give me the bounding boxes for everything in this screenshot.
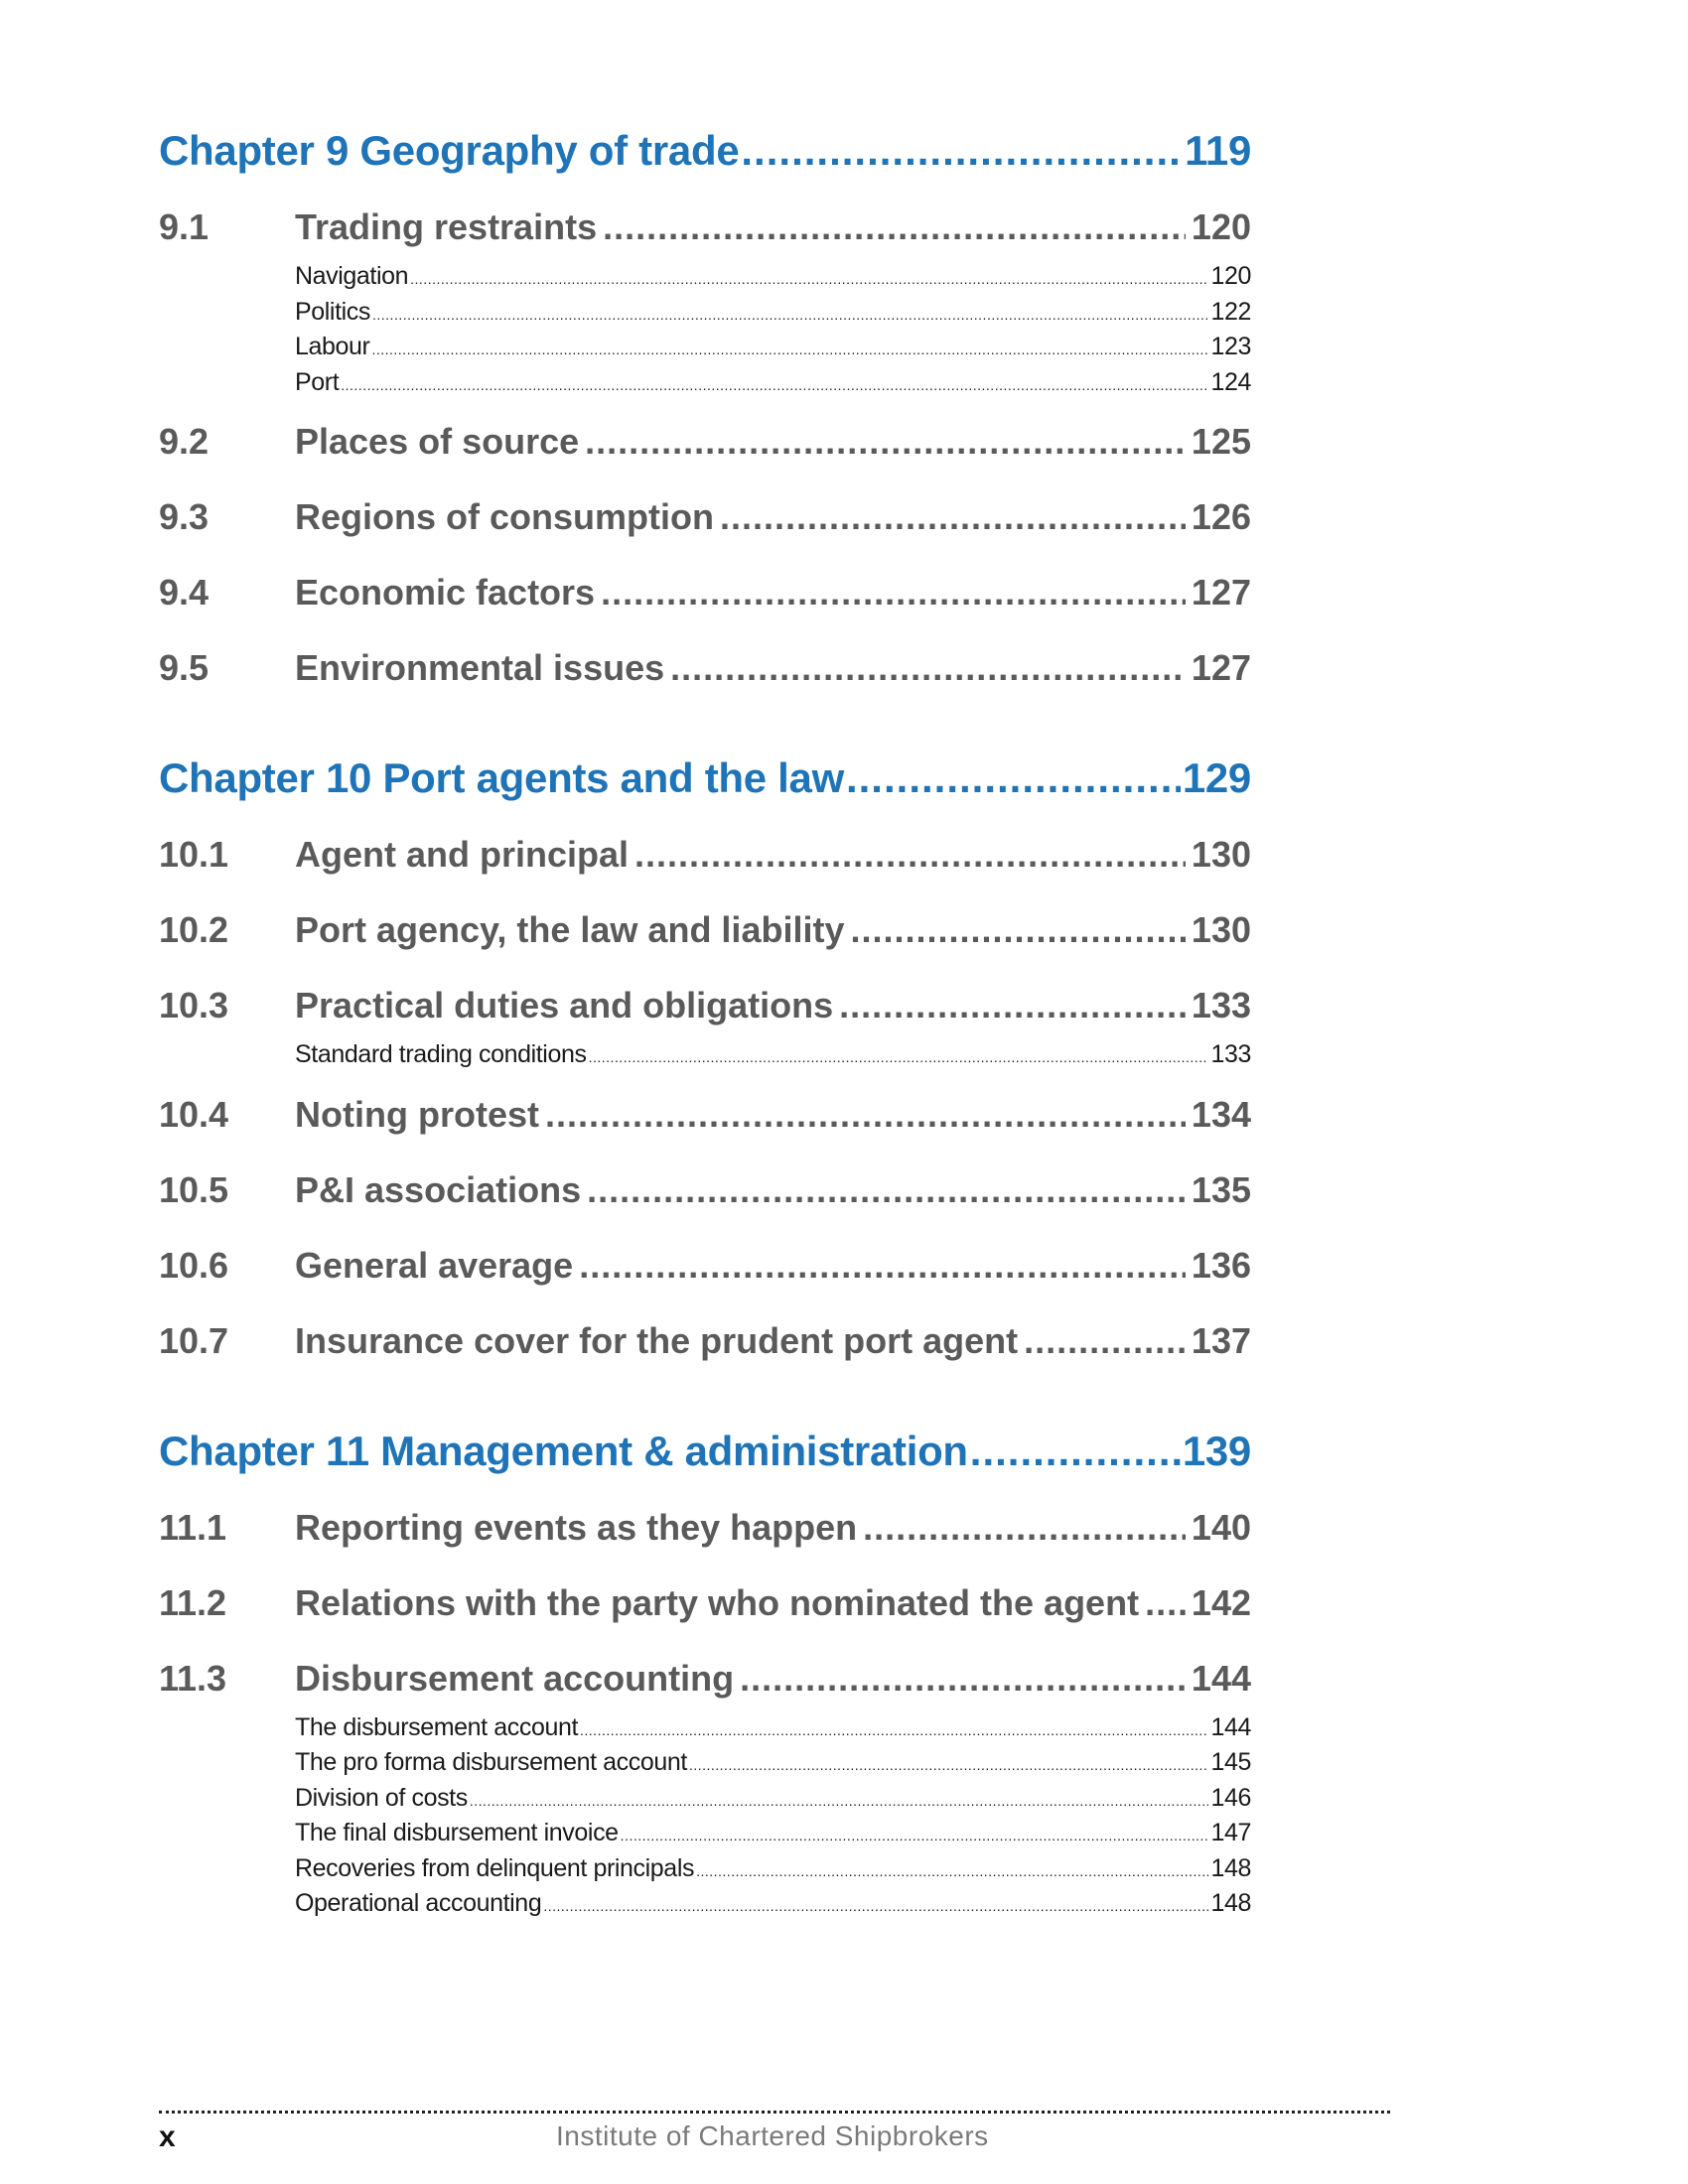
subsection-list bbox=[295, 262, 1251, 403]
subsection-title: The disbursement account bbox=[295, 1712, 579, 1741]
subsection-title: Division of costs bbox=[295, 1783, 468, 1812]
subsection-title: Port bbox=[295, 367, 340, 396]
subsection-entry[interactable] bbox=[295, 368, 1251, 404]
section-number: 9.4 bbox=[159, 572, 210, 613]
section-number: 9.3 bbox=[159, 496, 210, 537]
dot-leader bbox=[543, 1898, 1208, 1914]
subsection-list bbox=[295, 1040, 1251, 1076]
section-entry[interactable] bbox=[159, 496, 1251, 546]
section-entry[interactable] bbox=[159, 1582, 1251, 1632]
subsection-entry[interactable] bbox=[295, 333, 1251, 368]
section-page: 134 bbox=[1191, 1093, 1251, 1135]
table-of-contents bbox=[159, 127, 1251, 1943]
dot-leader bbox=[689, 1757, 1209, 1773]
dot-leader bbox=[545, 1094, 1186, 1136]
section-page: 125 bbox=[1191, 421, 1251, 462]
subsection-page: 133 bbox=[1210, 1040, 1251, 1068]
section-page: 130 bbox=[1191, 909, 1251, 950]
dot-leader bbox=[603, 206, 1186, 248]
section-title: P&I associations bbox=[295, 1168, 582, 1210]
dot-leader bbox=[589, 1049, 1209, 1065]
dot-leader bbox=[670, 647, 1186, 689]
footer-publisher: Institute of Chartered Shipbrokers bbox=[556, 2120, 989, 2151]
dot-leader bbox=[372, 307, 1208, 323]
subsection-entry[interactable] bbox=[295, 1854, 1251, 1890]
section-entry[interactable] bbox=[159, 909, 1251, 959]
section-page: 133 bbox=[1191, 985, 1251, 1025]
section-title: Reporting events as they happen bbox=[295, 1506, 858, 1548]
dot-leader bbox=[579, 1245, 1186, 1287]
section-title: Places of source bbox=[295, 421, 580, 462]
chapter-title: Chapter 9 Geography of trade bbox=[159, 127, 740, 174]
subsection-page: 148 bbox=[1210, 1853, 1251, 1882]
section-number: 9.2 bbox=[159, 421, 210, 462]
section-number: 10.2 bbox=[159, 909, 229, 950]
dot-leader bbox=[601, 572, 1186, 614]
section-entry[interactable] bbox=[159, 834, 1251, 884]
subsection-entry[interactable] bbox=[295, 298, 1251, 334]
section-entry[interactable] bbox=[159, 985, 1251, 1034]
section-title: Port agency, the law and liability bbox=[295, 909, 845, 950]
dot-leader bbox=[846, 754, 1181, 802]
section-page: 126 bbox=[1191, 496, 1251, 537]
section-number: 10.1 bbox=[159, 834, 229, 875]
section-number: 10.6 bbox=[159, 1244, 229, 1286]
section-entry[interactable] bbox=[159, 421, 1251, 471]
section-entry[interactable] bbox=[159, 1245, 1251, 1295]
section-title: Relations with the party who nominated the agent bbox=[295, 1581, 1140, 1623]
section-title: Environmental issues bbox=[295, 647, 665, 688]
section-title: Agent and principal bbox=[295, 834, 630, 875]
section-entry[interactable] bbox=[159, 206, 1251, 256]
subsection-page: 122 bbox=[1210, 297, 1251, 326]
subsection-page: 144 bbox=[1210, 1712, 1251, 1741]
section-page: 144 bbox=[1191, 1657, 1251, 1699]
section-page: 130 bbox=[1191, 834, 1251, 875]
dot-leader bbox=[741, 127, 1183, 175]
subsection-page: 146 bbox=[1210, 1783, 1251, 1812]
dot-leader bbox=[371, 341, 1208, 357]
subsection-entry[interactable] bbox=[295, 1784, 1251, 1820]
dot-leader bbox=[696, 1863, 1208, 1879]
subsection-entry[interactable] bbox=[295, 262, 1251, 298]
footer-divider bbox=[159, 2111, 1390, 2114]
chapter-page: 129 bbox=[1182, 754, 1251, 801]
chapter-title: Chapter 10 Port agents and the law bbox=[159, 754, 844, 801]
subsection-list bbox=[295, 1713, 1251, 1925]
dot-leader bbox=[470, 1793, 1209, 1809]
dot-leader bbox=[580, 1722, 1208, 1738]
dot-leader bbox=[1145, 1582, 1186, 1624]
section-title: Practical duties and obligations bbox=[295, 985, 834, 1025]
section-number: 11.3 bbox=[159, 1657, 227, 1699]
dot-leader bbox=[839, 985, 1186, 1026]
subsection-page: 145 bbox=[1210, 1748, 1251, 1776]
section-title: Insurance cover for the prudent port agent bbox=[295, 1319, 1019, 1361]
chapter-heading[interactable] bbox=[159, 127, 1251, 197]
subsection-title: Navigation bbox=[295, 262, 409, 290]
section-number: 10.4 bbox=[159, 1093, 229, 1135]
section-number: 10.3 bbox=[159, 985, 229, 1025]
subsection-title: The pro forma disbursement account bbox=[295, 1748, 687, 1776]
section-page: 127 bbox=[1191, 572, 1251, 613]
subsection-title: Recoveries from delinquent principals bbox=[295, 1853, 695, 1882]
dot-leader bbox=[341, 377, 1208, 393]
section-entry[interactable] bbox=[159, 647, 1251, 697]
section-entry[interactable] bbox=[159, 1507, 1251, 1557]
subsection-page: 120 bbox=[1210, 262, 1251, 290]
section-number: 10.5 bbox=[159, 1168, 229, 1210]
section-page: 140 bbox=[1191, 1506, 1251, 1548]
dot-leader bbox=[585, 421, 1186, 463]
chapter-page: 119 bbox=[1185, 127, 1251, 174]
section-number: 11.2 bbox=[159, 1581, 227, 1623]
subsection-page: 147 bbox=[1210, 1819, 1251, 1846]
dot-leader bbox=[970, 1428, 1181, 1475]
section-title: Noting protest bbox=[295, 1093, 539, 1135]
chapter-title: Chapter 11 Management & administration bbox=[159, 1427, 968, 1474]
section-number: 11.1 bbox=[159, 1506, 227, 1548]
dot-leader bbox=[410, 271, 1208, 287]
section-entry[interactable] bbox=[159, 1094, 1251, 1144]
subsection-title: Politics bbox=[295, 297, 370, 326]
dot-leader bbox=[850, 909, 1185, 951]
section-page: 135 bbox=[1191, 1168, 1251, 1210]
footer-page-number: x bbox=[159, 2120, 176, 2153]
subsection-page: 123 bbox=[1210, 333, 1251, 360]
dot-leader bbox=[740, 1658, 1186, 1700]
subsection-entry[interactable] bbox=[295, 1748, 1251, 1784]
subsection-title: Operational accounting bbox=[295, 1889, 542, 1917]
section-page: 136 bbox=[1191, 1244, 1251, 1286]
dot-leader bbox=[863, 1507, 1186, 1549]
section-number: 9.1 bbox=[159, 206, 210, 247]
subsection-page: 148 bbox=[1210, 1889, 1251, 1917]
subsection-title: Standard trading conditions bbox=[295, 1040, 587, 1068]
spacer bbox=[159, 1370, 1251, 1428]
section-entry[interactable] bbox=[159, 1658, 1251, 1707]
chapter-heading[interactable] bbox=[159, 1428, 1251, 1497]
spacer bbox=[159, 697, 1251, 754]
section-title: Trading restraints bbox=[295, 206, 598, 247]
section-page: 142 bbox=[1191, 1581, 1251, 1623]
dot-leader bbox=[720, 496, 1186, 538]
chapter-page: 139 bbox=[1182, 1427, 1251, 1474]
dot-leader bbox=[587, 1169, 1186, 1211]
subsection-entry[interactable] bbox=[295, 1040, 1251, 1076]
subsection-title: The final disbursement invoice bbox=[295, 1819, 619, 1846]
section-page: 127 bbox=[1191, 647, 1251, 688]
subsection-entry[interactable] bbox=[295, 1713, 1251, 1749]
section-title: Regions of consumption bbox=[295, 496, 714, 537]
section-title: General average bbox=[295, 1244, 574, 1286]
subsection-entry[interactable] bbox=[295, 1819, 1251, 1854]
section-number: 9.5 bbox=[159, 647, 210, 688]
dot-leader bbox=[634, 834, 1186, 876]
section-title: Economic factors bbox=[295, 572, 596, 613]
subsection-entry[interactable] bbox=[295, 1889, 1251, 1925]
dot-leader bbox=[1024, 1320, 1186, 1362]
section-title: Disbursement accounting bbox=[295, 1657, 735, 1699]
subsection-page: 124 bbox=[1210, 367, 1251, 396]
section-page: 137 bbox=[1191, 1319, 1251, 1361]
dot-leader bbox=[621, 1828, 1209, 1843]
section-entry[interactable] bbox=[159, 1320, 1251, 1370]
section-entry[interactable] bbox=[159, 572, 1251, 621]
section-entry[interactable] bbox=[159, 1169, 1251, 1219]
subsection-title: Labour bbox=[295, 333, 370, 360]
section-number: 10.7 bbox=[159, 1319, 229, 1361]
section-page: 120 bbox=[1191, 206, 1251, 247]
chapter-heading[interactable] bbox=[159, 754, 1251, 824]
